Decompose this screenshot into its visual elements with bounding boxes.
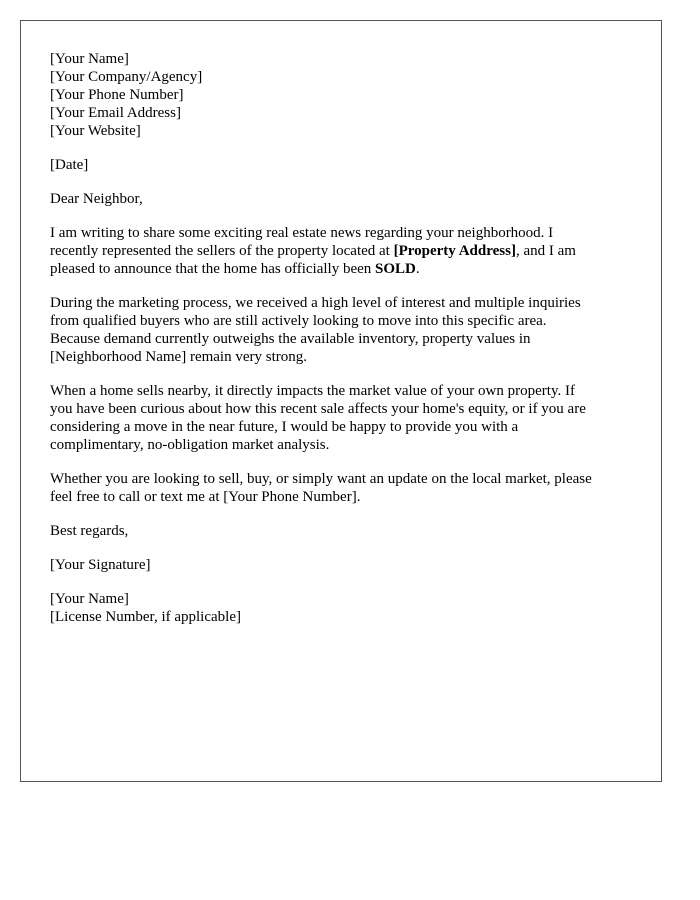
paragraph-3 bbox=[50, 382, 641, 454]
text: , and I am bbox=[515, 243, 576, 259]
sender-name: [Your Name] bbox=[50, 51, 129, 67]
paragraph-line: complimentary, no-obligation market analysis. bbox=[50, 437, 330, 453]
footer-name: [Your Name] bbox=[50, 591, 129, 607]
text: . bbox=[415, 261, 420, 277]
paragraph-line: you have been curious about how this recent sale affects your home's equity, or if you are bbox=[50, 401, 586, 417]
property-address: [Property Address] bbox=[393, 243, 516, 259]
sold-emphasis: SOLD bbox=[375, 261, 416, 277]
paragraph-line: feel free to call or text me at [Your Phone Number]. bbox=[50, 489, 361, 505]
paragraph-line: considering a move in the near future, I would be happy to provide you with a bbox=[50, 419, 519, 435]
letter-page bbox=[20, 20, 662, 782]
paragraph-line: Whether you are looking to sell, buy, or simply want an update on the local market, please bbox=[50, 471, 592, 487]
sender-company: [Your Company/Agency] bbox=[50, 69, 203, 85]
paragraph-line: I am writing to share some exciting real estate news regarding your neighborhood. I bbox=[50, 225, 554, 241]
signature: [Your Signature] bbox=[50, 557, 151, 573]
sender-website: [Your Website] bbox=[50, 123, 141, 139]
footer-block bbox=[50, 590, 641, 626]
closing: Best regards, bbox=[50, 523, 129, 539]
salutation: Dear Neighbor, bbox=[50, 191, 143, 207]
paragraph-line: During the marketing process, we received a high level of interest and multiple inquiries bbox=[50, 295, 581, 311]
paragraph-line bbox=[50, 242, 641, 260]
text: pleased to announce that the home has officially been bbox=[50, 261, 376, 277]
paragraph-line: from qualified buyers who are still actively looking to move into this specific area. bbox=[50, 313, 547, 329]
sender-block bbox=[50, 50, 641, 140]
paragraph-line: [Neighborhood Name] remain very strong. bbox=[50, 349, 308, 365]
text: recently represented the sellers of the property located at bbox=[50, 243, 394, 259]
license-number: [License Number, if applicable] bbox=[50, 609, 241, 625]
paragraph-line bbox=[50, 260, 641, 278]
letter-content bbox=[50, 50, 641, 642]
date: [Date] bbox=[50, 157, 89, 173]
paragraph-line: When a home sells nearby, it directly impacts the market value of your own property. If bbox=[50, 383, 575, 399]
paragraph-line: Because demand currently outweighs the available inventory, property values in bbox=[50, 331, 531, 347]
sender-email: [Your Email Address] bbox=[50, 105, 181, 121]
paragraph-4 bbox=[50, 470, 641, 506]
sender-phone: [Your Phone Number] bbox=[50, 87, 184, 103]
paragraph-1 bbox=[50, 224, 641, 278]
paragraph-2 bbox=[50, 294, 641, 366]
